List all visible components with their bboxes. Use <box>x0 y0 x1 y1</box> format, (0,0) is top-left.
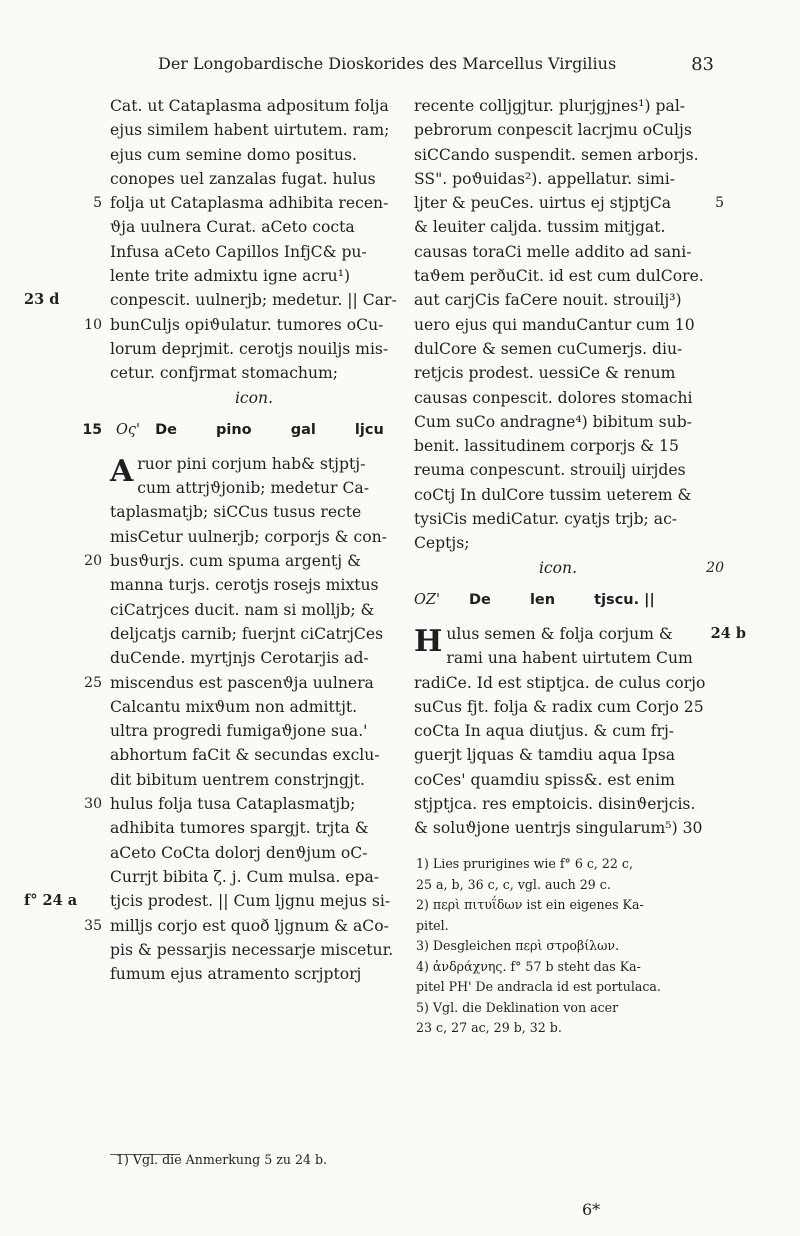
text-line: lorum deprjmit. cerotjs nouiljs mis- <box>110 339 389 358</box>
text-line: duCende. myrtjnjs Cerotarjis ad- <box>110 649 369 668</box>
text-line: busϑurjs. cum spuma argentj & 20 <box>110 549 398 573</box>
running-header <box>88 54 714 78</box>
left-column <box>24 94 398 1167</box>
text-line: siCCando suspendit. semen arborjs. <box>414 145 699 164</box>
line-number: 20 <box>84 553 102 570</box>
text-line: benit. lassitudinem corporjs & 15 <box>414 437 679 456</box>
text-line: stjptjca. res emptoicis. disinϑerjcis. <box>414 795 696 814</box>
text-line: ciCatrjces ducit. nam si molljb; & <box>110 600 375 619</box>
line-number: 25 <box>84 674 102 691</box>
text-line: rami una habent uirtutem Cum <box>446 649 693 668</box>
text-line: Aruor pini corjum hab& stjptj- <box>110 452 398 476</box>
text-line: ultra progredi fumigaϑjone sua.' <box>110 722 368 741</box>
text-line: Ceptjs; <box>414 534 470 553</box>
text-line: causas toraCi melle addito ad sani- <box>414 242 692 261</box>
text-line: folja ut Cataplasma adhibita recen- 5 <box>110 191 398 215</box>
text-line: radiCe. Id est stiptjca. de culus corjo <box>414 673 706 692</box>
text-line: dit bibitum uentrem constrjngjt. <box>110 770 365 789</box>
folio-marker: 23 d <box>24 291 60 309</box>
line-number: 35 <box>84 917 102 934</box>
text-line: Calcantu mixϑum non admittjt. <box>110 697 358 716</box>
text-line: aCeto CoCta dolorj denϑjum oC- <box>110 843 368 862</box>
section-heading-len: OZ' De len tjscu. || <box>414 591 655 608</box>
text-line: manna turjs. cerotjs rosejs mixtus <box>110 576 379 595</box>
text-line: lente trite admixtu igne acru¹) <box>110 267 351 286</box>
line-number: 30 <box>84 796 102 813</box>
footnote-line: pitel PH' De andracla id est portulaca. <box>416 979 661 994</box>
text-line: pis & pessarjis necessarje miscetur. <box>110 940 394 959</box>
text-line: ejus cum semine domo positus. <box>110 145 357 164</box>
text-line: taplasmatjb; siCCus tusus recte <box>110 503 362 522</box>
text-line: deljcatjs carnib; fuerjnt ciCatrjCes <box>110 624 384 643</box>
signature-mark: 6* <box>582 1200 601 1219</box>
text-line: icon. <box>234 388 274 407</box>
line-number: 5 <box>715 195 724 212</box>
text-line: adhibita tumores spargjt. trjta & <box>110 819 369 838</box>
text-line: conopes uel zanzalas fugat. hulus <box>110 169 376 188</box>
section-code: OZ' <box>414 591 440 608</box>
footnote-line: 1) Lies prurigines wie f° 6 c, 22 c, <box>416 856 633 871</box>
text-line: misCetur uulnerjb; corporjs & con- <box>110 527 387 546</box>
text-line: hulus folja tusa Cataplasmatjb; 30 <box>110 792 398 816</box>
folio-marker: 24 b <box>710 624 746 642</box>
text-line: reuma conpescunt. strouilj uirjdes <box>414 461 686 480</box>
text-line: guerjt ljquas & tamdiu aqua Ipsa <box>414 746 676 765</box>
text-line: cum attrjϑjonib; medetur Ca- <box>137 479 369 498</box>
text-line: retjcis prodest. uessiCe & renum <box>414 364 676 383</box>
page-number: 83 <box>691 54 714 75</box>
text-line: pebrorum conpescit lacrjmu oCuljs <box>414 121 692 140</box>
footnote-line: 3) Desgleichen περὶ στροβίλων. <box>416 938 620 953</box>
text-line: Cat. ut Cataplasma adpositum folja <box>110 97 389 115</box>
text-line: fumum ejus atramento scrjptorj <box>110 965 362 984</box>
footnote-line: 25 a, b, 36 c, c, vgl. auch 29 c. <box>416 876 611 892</box>
line-number: 5 <box>93 195 102 212</box>
text-line: conpescit. uulnerjb; medetur. || Car- 23 d <box>110 288 398 312</box>
folio-marker: f° 24 a <box>24 892 78 910</box>
text-line: uero ejus qui manduCantur cum 10 <box>414 315 695 334</box>
text-line: icon. 20 <box>414 556 702 580</box>
text-line: coCes' quamdiu spiss&. est enim <box>414 770 675 789</box>
text-line: miscendus est pascenϑja uulnera 25 <box>110 671 398 695</box>
text-line: tjcis prodest. || Cum ljgnu mejus si- f° 24 a <box>110 889 398 913</box>
footnotes <box>416 854 716 1039</box>
text-line: cetur. confjrmat stomachum; <box>110 364 339 383</box>
right-column <box>414 94 746 1035</box>
text-line: taϑem perðuCit. id est cum dulCore. <box>414 267 704 286</box>
footnote-line: 4) ἀνδράχνης. f° 57 b steht das Ka- <box>416 958 641 974</box>
text-line: coCta In aqua diutjus. & cum frj- <box>414 722 675 741</box>
text-line: suCus fjt. folja & radix cum Corjo 25 <box>414 697 704 716</box>
text-line: abhortum faCit & secundas exclu- <box>110 746 380 765</box>
footnote: 1) Vgl. die Anmerkung 5 zu 24 b. <box>116 1152 328 1167</box>
text-line: SS". poϑuidas²). appellatur. simi- <box>414 169 676 188</box>
initial-letter: A <box>110 453 134 489</box>
text-line: Cum suCo andragne⁴) bibitum sub- <box>414 412 692 431</box>
footnote-line: 2) περὶ πιτυΐδων ist ein eigenes Ka- <box>416 897 644 912</box>
text-line: Currjt bibita ζ. j. Cum mulsa. epa- <box>110 867 380 886</box>
line-number: 20 <box>706 559 724 576</box>
text-line: aut carjCis faCere nouit. strouilj³) <box>414 291 682 310</box>
section-heading-pino: 15 Oς' De pino gal ljcu <box>110 418 398 444</box>
running-title: Der Longobardische Dioskorides des Marcellus Virgilius <box>158 54 617 73</box>
text-line: milljs corjo est quoð ljgnum & aCo- 35 <box>110 914 398 938</box>
text-line: recente colljgjtur. plurjgjnes¹) pal- <box>414 97 686 115</box>
text-line: bunCuljs opiϑulatur. tumores oCu- 10 <box>110 313 398 337</box>
line-number: 10 <box>84 316 102 333</box>
text-line: Infusa aCeto Capillos InfjC& pu- <box>110 242 367 261</box>
initial-letter: H <box>414 623 443 659</box>
footnote-line: 5) Vgl. die Deklination von acer <box>416 999 619 1015</box>
text-line: tysiCis mediCatur. cyatjs trjb; ac- <box>414 510 678 529</box>
text-line: ljter & peuCes. uirtus ej stjptjCa 5 <box>414 191 702 215</box>
text-line: causas conpescit. dolores stomachi <box>414 388 693 407</box>
text-line: & leuiter caljda. tussim mitjgat. <box>414 218 666 237</box>
text-line: ϑja uulnera Curat. aCeto cocta <box>110 218 355 237</box>
text-line: dulCore & semen cuCumerjs. diu- <box>414 339 683 358</box>
text-line: Hulus semen & folja corjum & 24 b <box>414 622 702 646</box>
line-number: 15 <box>82 421 102 438</box>
text-line: coCtj In dulCore tussim ueterem & <box>414 485 692 504</box>
footnote-line: 23 c, 27 ac, 29 b, 32 b. <box>416 1020 562 1035</box>
text-line: & soluϑjone uentrjs singularum⁵) 30 <box>414 819 703 838</box>
footnote-line: pitel. <box>416 917 449 933</box>
section-code: Oς' <box>116 421 140 438</box>
text-line: ejus similem habent uirtutem. ram; <box>110 121 390 140</box>
